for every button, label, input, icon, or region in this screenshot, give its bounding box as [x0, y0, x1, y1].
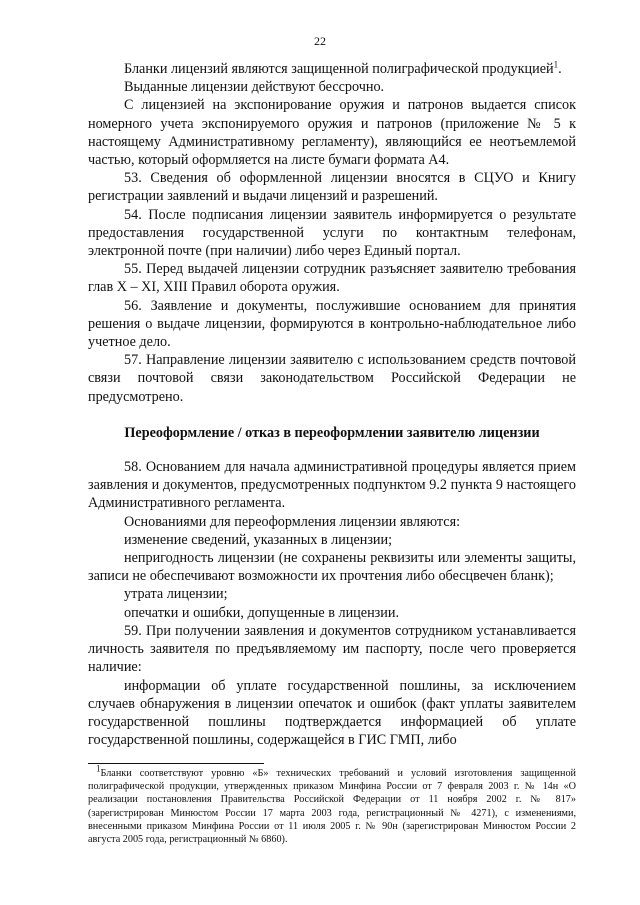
- footnote-text: Бланки соответствуют уровню «Б» технических требований и условий изготовления защищенной полиграфической продукции, утвержденных приказом Минфина России от 7 февраля 2003 г. № 14н «О реализации постановления Правительства Российской Федерации от 11 ноября 2002 г. № 817» (зарегистрирован Минюстом России 17 марта 2003 года, регистрационный № 4271), с изменениями, внесенными приказом Минфина России от 11 июля 2005 г. № 90н (зарегистрирован Минюстом России 2 августа 2005 года, регистрационный № 6860).: [88, 768, 576, 846]
- section-heading: Переоформление / отказ в переоформлении заявителю лицензии: [124, 424, 540, 441]
- paragraph-blanks: [88, 60, 576, 78]
- list-item: изменение сведений, указанных в лицензии;: [124, 531, 393, 548]
- paragraph: Выданные лицензии действуют бессрочно.: [124, 79, 385, 96]
- paragraph-59: 59. При получении заявления и документов сотрудником устанавливается личность заявителя по предъявляемому им паспорту, после чего проверяется наличие:: [88, 622, 576, 676]
- footnote-marker: 1: [96, 763, 101, 774]
- list-item: опечатки и ошибки, допущенные в лицензии.: [124, 604, 399, 621]
- paragraph-blanks-end: .: [558, 61, 562, 77]
- paragraph-53: 53. Сведения об оформленной лицензии вносятся в СЦУО и Книгу регистрации заявлений и выдачи лицензий и разрешений.: [88, 170, 576, 205]
- paragraph-55: 55. Перед выдачей лицензии сотрудник разъясняет заявителю требования глав X – XI, XIII Правил оборота оружия.: [88, 261, 576, 296]
- paragraph-57: 57. Направление лицензии заявителю с использованием средств почтовой связи почтовой связи законодательством Российской Федерации не предусмотрено.: [88, 352, 576, 405]
- footnote: [88, 763, 576, 846]
- list-item: утрата лицензии;: [124, 586, 228, 603]
- paragraph: Основаниями для переоформления лицензии являются:: [124, 513, 461, 530]
- document-body: [88, 60, 576, 749]
- page-number: 22: [314, 34, 326, 48]
- paragraph-56: 56. Заявление и документы, послужившие основанием для принятия решения о выдаче лицензии, формируются в контрольно-наблюдательное либо учетное дело.: [88, 297, 576, 351]
- footnote-divider: [88, 763, 264, 764]
- paragraph-blanks-text: Бланки лицензий являются защищенной полиграфической продукцией: [124, 61, 554, 77]
- paragraph-58: 58. Основанием для начала административной процедуры является прием заявления и документов, предусмотренных подпунктом 9.2 пункта 9 настоящего Административного регламента.: [88, 459, 576, 512]
- paragraph-54: 54. После подписания лицензии заявитель информируется о результате предоставления государственной услуги по контактным телефонам, электронной почте (при наличии) либо через Единый портал.: [88, 206, 576, 260]
- footnote-reference[interactable]: 1: [553, 59, 559, 70]
- paragraph: информации об уплате государственной пошлины, за исключением случаев обнаружения в лицензии опечаток и ошибок (факт уплаты заявителем государственной пошлины подтверждается информацией об уплате государственной пошлины, содержащейся в ГИС ГМП, либо: [88, 677, 576, 749]
- paragraph: С лицензией на экспонирование оружия и патронов выдается список номерного учета экспонируемого оружия и патронов (приложение № 5 к настоящему Административному регламенту), являющийся ее неотъемлемой частью, который оформляется на листе бумаги формата А4.: [88, 97, 576, 169]
- list-item: непригодность лицензии (не сохранены реквизиты или элементы защиты, записи не обеспечивают возможности их прочтения либо обесцвечен бланк);: [88, 550, 576, 585]
